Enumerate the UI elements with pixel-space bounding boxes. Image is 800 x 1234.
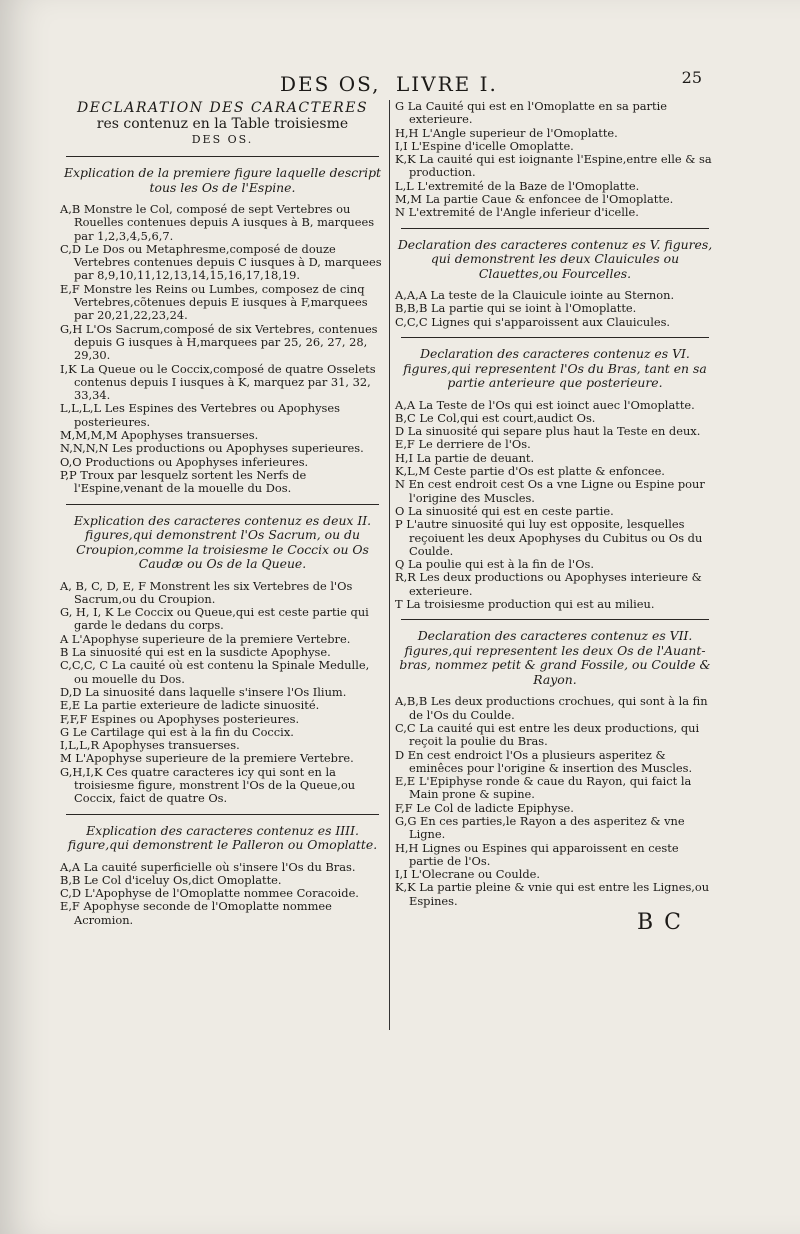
legend-entry: B,B,B La partie qui se ioint à l'Omoplatte.	[395, 301, 637, 316]
section-rule	[66, 156, 379, 157]
legend-entry: B,C Le Col,qui est court,audict Os.	[395, 410, 596, 425]
section-heading: Declaration des caracteres contenuz es VI. figures,qui representent l'Os du Bras, tant en sa partie anterieure que posterieure.	[403, 346, 707, 391]
legend-entry: T La troisiesme production qui est au milieu.	[395, 597, 655, 612]
legend-entry: C,C,C, C La cauité où est contenu la Spinale Medulle, ou mouelle du Dos.	[60, 658, 370, 686]
legend-entry: G Le Cartilage qui est à la fin du Coccix.	[60, 724, 294, 739]
legend-entry: A,A La Teste de l'Os qui est ioinct auec l'Omoplatte.	[395, 397, 695, 412]
legend-entry: I,I L'Olecrane ou Coulde.	[395, 867, 540, 882]
legend-entry: Q La poulie qui est à la fin de l'Os.	[395, 557, 594, 572]
section-heading: Explication de la premiere figure laquelle descript tous les Os de l'Espine.	[64, 165, 381, 195]
signature-mark: B C	[637, 910, 683, 936]
legend-entry: I,K La Queue ou le Coccix,composé de quatre Osselets contenus depuis I iusques à K, marquez par 31, 32, 33,34.	[60, 361, 376, 403]
legend-entry: E,F Apophyse seconde de l'Omoplatte nommee Acromion.	[60, 899, 332, 927]
running-head-center: LIVRE I.	[396, 72, 498, 96]
legend-entry: C,D L'Apophyse de l'Omoplatte nommee Coracoide.	[60, 886, 359, 901]
legend-entry: G La Cauité qui est en l'Omoplatte en sa partie exterieure.	[395, 99, 667, 127]
legend-entry: N En cest endroit cest Os a vne Ligne ou Espine pour l'origine des Muscles.	[395, 477, 705, 505]
legend-entry: O La sinuosité qui est en ceste partie.	[395, 503, 614, 518]
legend-entry: K,L,M Ceste partie d'Os est platte & enfoncee.	[395, 464, 665, 479]
legend-entry: A L'Apophyse superieure de la premiere Vertebre.	[60, 631, 351, 646]
page-number: 25	[681, 68, 702, 87]
legend-entry: D,D La sinuosité dans laquelle s'insere l'Os Ilium.	[60, 684, 347, 699]
section-heading: Declaration des caracteres contenuz es VII. figures,qui representent les deux Os de l'Auant-bras, nommez petit & grand Fossile, ou Coulde & Rayon.	[399, 628, 711, 687]
legend-entry: L,L,L,L Les Espines des Vertebres ou Apophyses posterieures.	[60, 401, 340, 429]
legend-entry: B La sinuosité qui est en la susdicte Apophyse.	[60, 645, 331, 660]
legend-entry: M L'Apophyse superieure de la premiere Vertebre.	[60, 751, 354, 766]
section-heading: Declaration des caracteres contenuz es V. figures, qui demonstrent les deux Clauicules ou Clauettes,ou Fourcelles.	[397, 236, 713, 281]
legend-entry: F,F Le Col de ladicte Epiphyse.	[395, 800, 574, 815]
legend-entry: K,K La partie pleine & vnie qui est entre les Lignes,ou Espines.	[395, 880, 710, 908]
legend-entry: P,P Troux par lesquelz sortent les Nerfs de l'Espine,venant de la mouelle du Dos.	[60, 467, 307, 496]
legend-entry: G,H L'Os Sacrum,composé de six Vertebres, contenues depuis G iusques à H,marquees par 25, 26, 27, 28, 29,30.	[60, 321, 378, 363]
legend-entry: C,C,C Lignes qui s'apparoissent aux Clauicules.	[395, 314, 671, 329]
legend-entry: M,M,M,M Apophyses transuerses.	[60, 428, 259, 443]
legend-entry: A,B,B Les deux productions crochues, qui sont à la fin de l'Os du Coulde.	[395, 694, 708, 722]
column-divider	[389, 100, 390, 1030]
legend-entry: E,E La partie exterieure de ladicte sinuosité.	[60, 698, 320, 713]
legend-entry: F,F,F Espines ou Apophyses posterieures.	[60, 711, 300, 726]
legend-entry: O,O Productions ou Apophyses inferieures.	[60, 454, 309, 469]
right-column	[395, 99, 715, 936]
main-title-line: DES OS.	[191, 133, 254, 146]
main-title-line: DECLARATION DES CARACTERES	[76, 100, 369, 116]
legend-entry: H,H Lignes ou Espines qui apparoissent en ceste partie de l'Os.	[395, 840, 679, 868]
section-rule	[66, 504, 379, 505]
legend-entry: H,H L'Angle superieur de l'Omoplatte.	[395, 125, 618, 140]
legend-entry: I,I L'Espine d'icelle Omoplatte.	[395, 138, 574, 153]
section-rule	[66, 814, 379, 815]
main-title-line: res contenuz en la Table troisiesme	[96, 116, 349, 132]
legend-entry: N,N,N,N Les productions ou Apophyses superieures.	[60, 441, 364, 456]
main-title	[60, 100, 385, 148]
legend-entry: D En cest endroict l'Os a plusieurs asperitez & eminêces pour l'origine & insertion des Muscles.	[395, 747, 693, 775]
legend-entry: A,A,A La teste de la Clauicule iointe au Sternon.	[395, 288, 675, 303]
legend-entry: A,B Monstre le Col, composé de sept Vertebres ou Rouelles contenues depuis A iusques à B, marquees par 1,2,3,4,5,6,7.	[60, 202, 375, 243]
legend-entry: G, H, I, K Le Coccix ou Queue,qui est ceste partie qui garde le dedans du corps.	[60, 605, 369, 633]
legend-entry: B,B Le Col d'iceluy Os,dict Omoplatte.	[60, 872, 282, 887]
legend-entry: G,G En ces parties,le Rayon a des asperitez & vne Ligne.	[395, 813, 685, 842]
legend-entry: E,F Le derriere de l'Os.	[395, 437, 531, 452]
legend-entry: H,I La partie de deuant.	[395, 450, 535, 465]
legend-entry: I,L,L,R Apophyses transuerses.	[60, 738, 240, 753]
legend-entry: A, B, C, D, E, F Monstrent les six Vertebres de l'Os Sacrum,ou du Croupion.	[60, 578, 353, 606]
legend-entry: C,C La cauité qui est entre les deux productions, qui reçoit la poulie du Bras.	[395, 720, 700, 749]
legend-entry: L,L L'extremité de la Baze de l'Omoplatte.	[395, 178, 640, 193]
legend-entry: C,D Le Dos ou Metaphresme,composé de douze Vertebres contenues depuis C iusques à D, marquees par 8,9,10,11,12,13,14,15,16,17,18,19.	[60, 241, 382, 283]
section-rule	[401, 619, 709, 620]
legend-entry: A,A La cauité superficielle où s'insere l'Os du Bras.	[60, 859, 356, 874]
legend-entry: E,F Monstre les Reins ou Lumbes, composez de cinq Vertebres,cõtenues depuis E iusques à F,marquees par 20,21,22,23,24.	[60, 281, 368, 323]
section-heading: Explication des caracteres contenuz es deux II. figures,qui demonstrent l'Os Sacrum, ou du Croupion,comme la troisiesme le Coccix ou Os Caudæ ou Os de la Queue.	[73, 512, 372, 572]
legend-entry: N L'extremité de l'Angle inferieur d'icelle.	[395, 205, 639, 220]
legend-entry: E,E L'Epiphyse ronde & caue du Rayon, qui faict la Main prone & supine.	[395, 774, 692, 802]
legend-entry: D La sinuosité qui separe plus haut la Teste en deux.	[395, 424, 701, 439]
section-rule	[401, 337, 709, 338]
running-head-left: DES OS,	[280, 72, 381, 96]
legend-entry: K,K La cauité qui est ioignante l'Espine,entre elle & sa production.	[395, 152, 712, 180]
legend-entry: G,H,I,K Ces quatre caracteres icy qui sont en la troisiesme figure, monstrent l'Os de la Queue,ou Coccix, faict de quatre Os.	[60, 764, 356, 806]
legend-entry: M,M La partie Caue & enfoncee de l'Omoplatte.	[395, 192, 674, 207]
legend-entry: R,R Les deux productions ou Apophyses interieure & exterieure.	[395, 570, 702, 598]
section-heading: Explication des caracteres contenuz es IIII. figure,qui demonstrent le Palleron ou Omoplatte.	[67, 822, 378, 853]
section-rule	[401, 228, 709, 229]
left-column	[60, 100, 385, 927]
legend-entry: P L'autre sinuosité qui luy est opposite, lesquelles reçoiuent les deux Apophyses du Cubitus ou Os du Coulde.	[395, 517, 703, 558]
